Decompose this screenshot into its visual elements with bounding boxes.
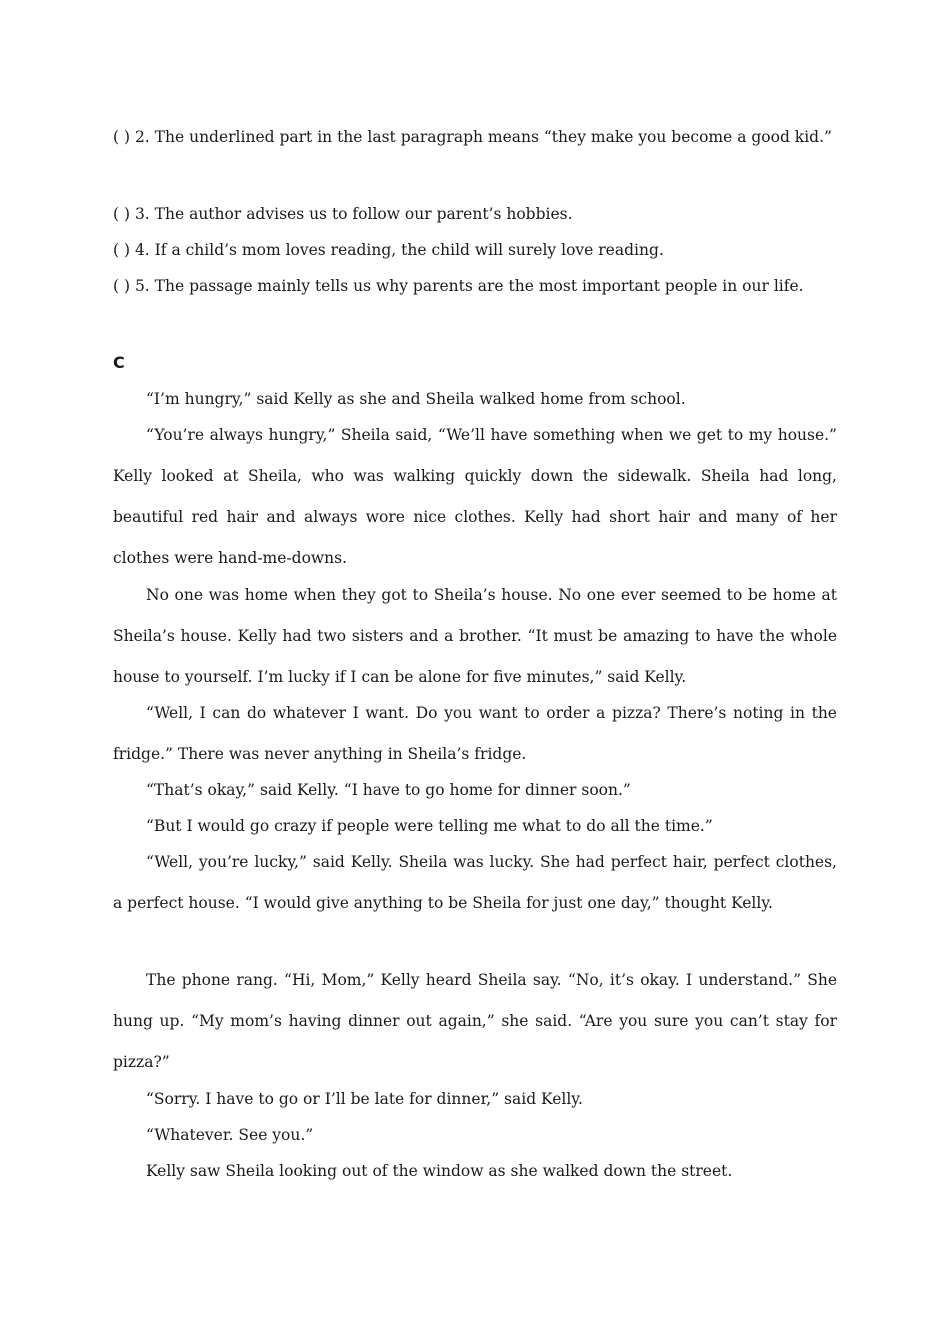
paragraph-5: “That’s okay,” said Kelly. “I have to go home for dinner soon.” bbox=[146, 781, 631, 799]
paragraph-3: No one was home when they got to Sheila’s house. No one ever seemed to be home at Sheila’s house. Kelly had two sisters and a brother. “It must be amazing to have the whole house to yourself. I’m lucky if I can be alone for five minutes,” said Kelly. bbox=[113, 586, 837, 686]
paragraph-10: “Whatever. See you.” bbox=[146, 1126, 314, 1144]
paragraph-4: “Well, I can do whatever I want. Do you want to order a pizza? There’s noting in the fridge.” There was never anything in Sheila’s fridge. bbox=[113, 704, 837, 763]
paragraph-8: The phone rang. “Hi, Mom,” Kelly heard Sheila say. “No, it’s okay. I understand.” She hung up. “My mom’s having dinner out again,” she said. “Are you sure you can’t stay for pizza?” bbox=[113, 971, 837, 1071]
paragraph-7: “Well, you’re lucky,” said Kelly. Sheila was lucky. She had perfect hair, perfect clothes, a perfect house. “I would give anything to be Sheila for just one day,” thought Kelly. bbox=[113, 853, 837, 912]
paragraph-9: “Sorry. I have to go or I’ll be late for dinner,” said Kelly. bbox=[146, 1090, 583, 1108]
question-2: ( ) 2. The underlined part in the last paragraph means “they make you become a good kid.” bbox=[113, 128, 832, 146]
paragraph-6: “But I would go crazy if people were telling me what to do all the time.” bbox=[146, 817, 713, 835]
section-heading: C bbox=[113, 353, 125, 372]
paragraph-2: “You’re always hungry,” Sheila said, “We’ll have something when we get to my house.” Kelly looked at Sheila, who was walking quickly down the sidewalk. Sheila had long, beautiful red hair and always wore nice clothes. Kelly had short hair and many of her clothes were hand-me-downs. bbox=[113, 426, 837, 567]
question-3: ( ) 3. The author advises us to follow our parent’s hobbies. bbox=[113, 205, 573, 223]
question-5: ( ) 5. The passage mainly tells us why parents are the most important people in our life. bbox=[113, 277, 804, 295]
paragraph-1: “I’m hungry,” said Kelly as she and Sheila walked home from school. bbox=[146, 390, 686, 408]
question-4: ( ) 4. If a child’s mom loves reading, the child will surely love reading. bbox=[113, 241, 664, 259]
paragraph-11: Kelly saw Sheila looking out of the window as she walked down the street. bbox=[146, 1162, 733, 1180]
